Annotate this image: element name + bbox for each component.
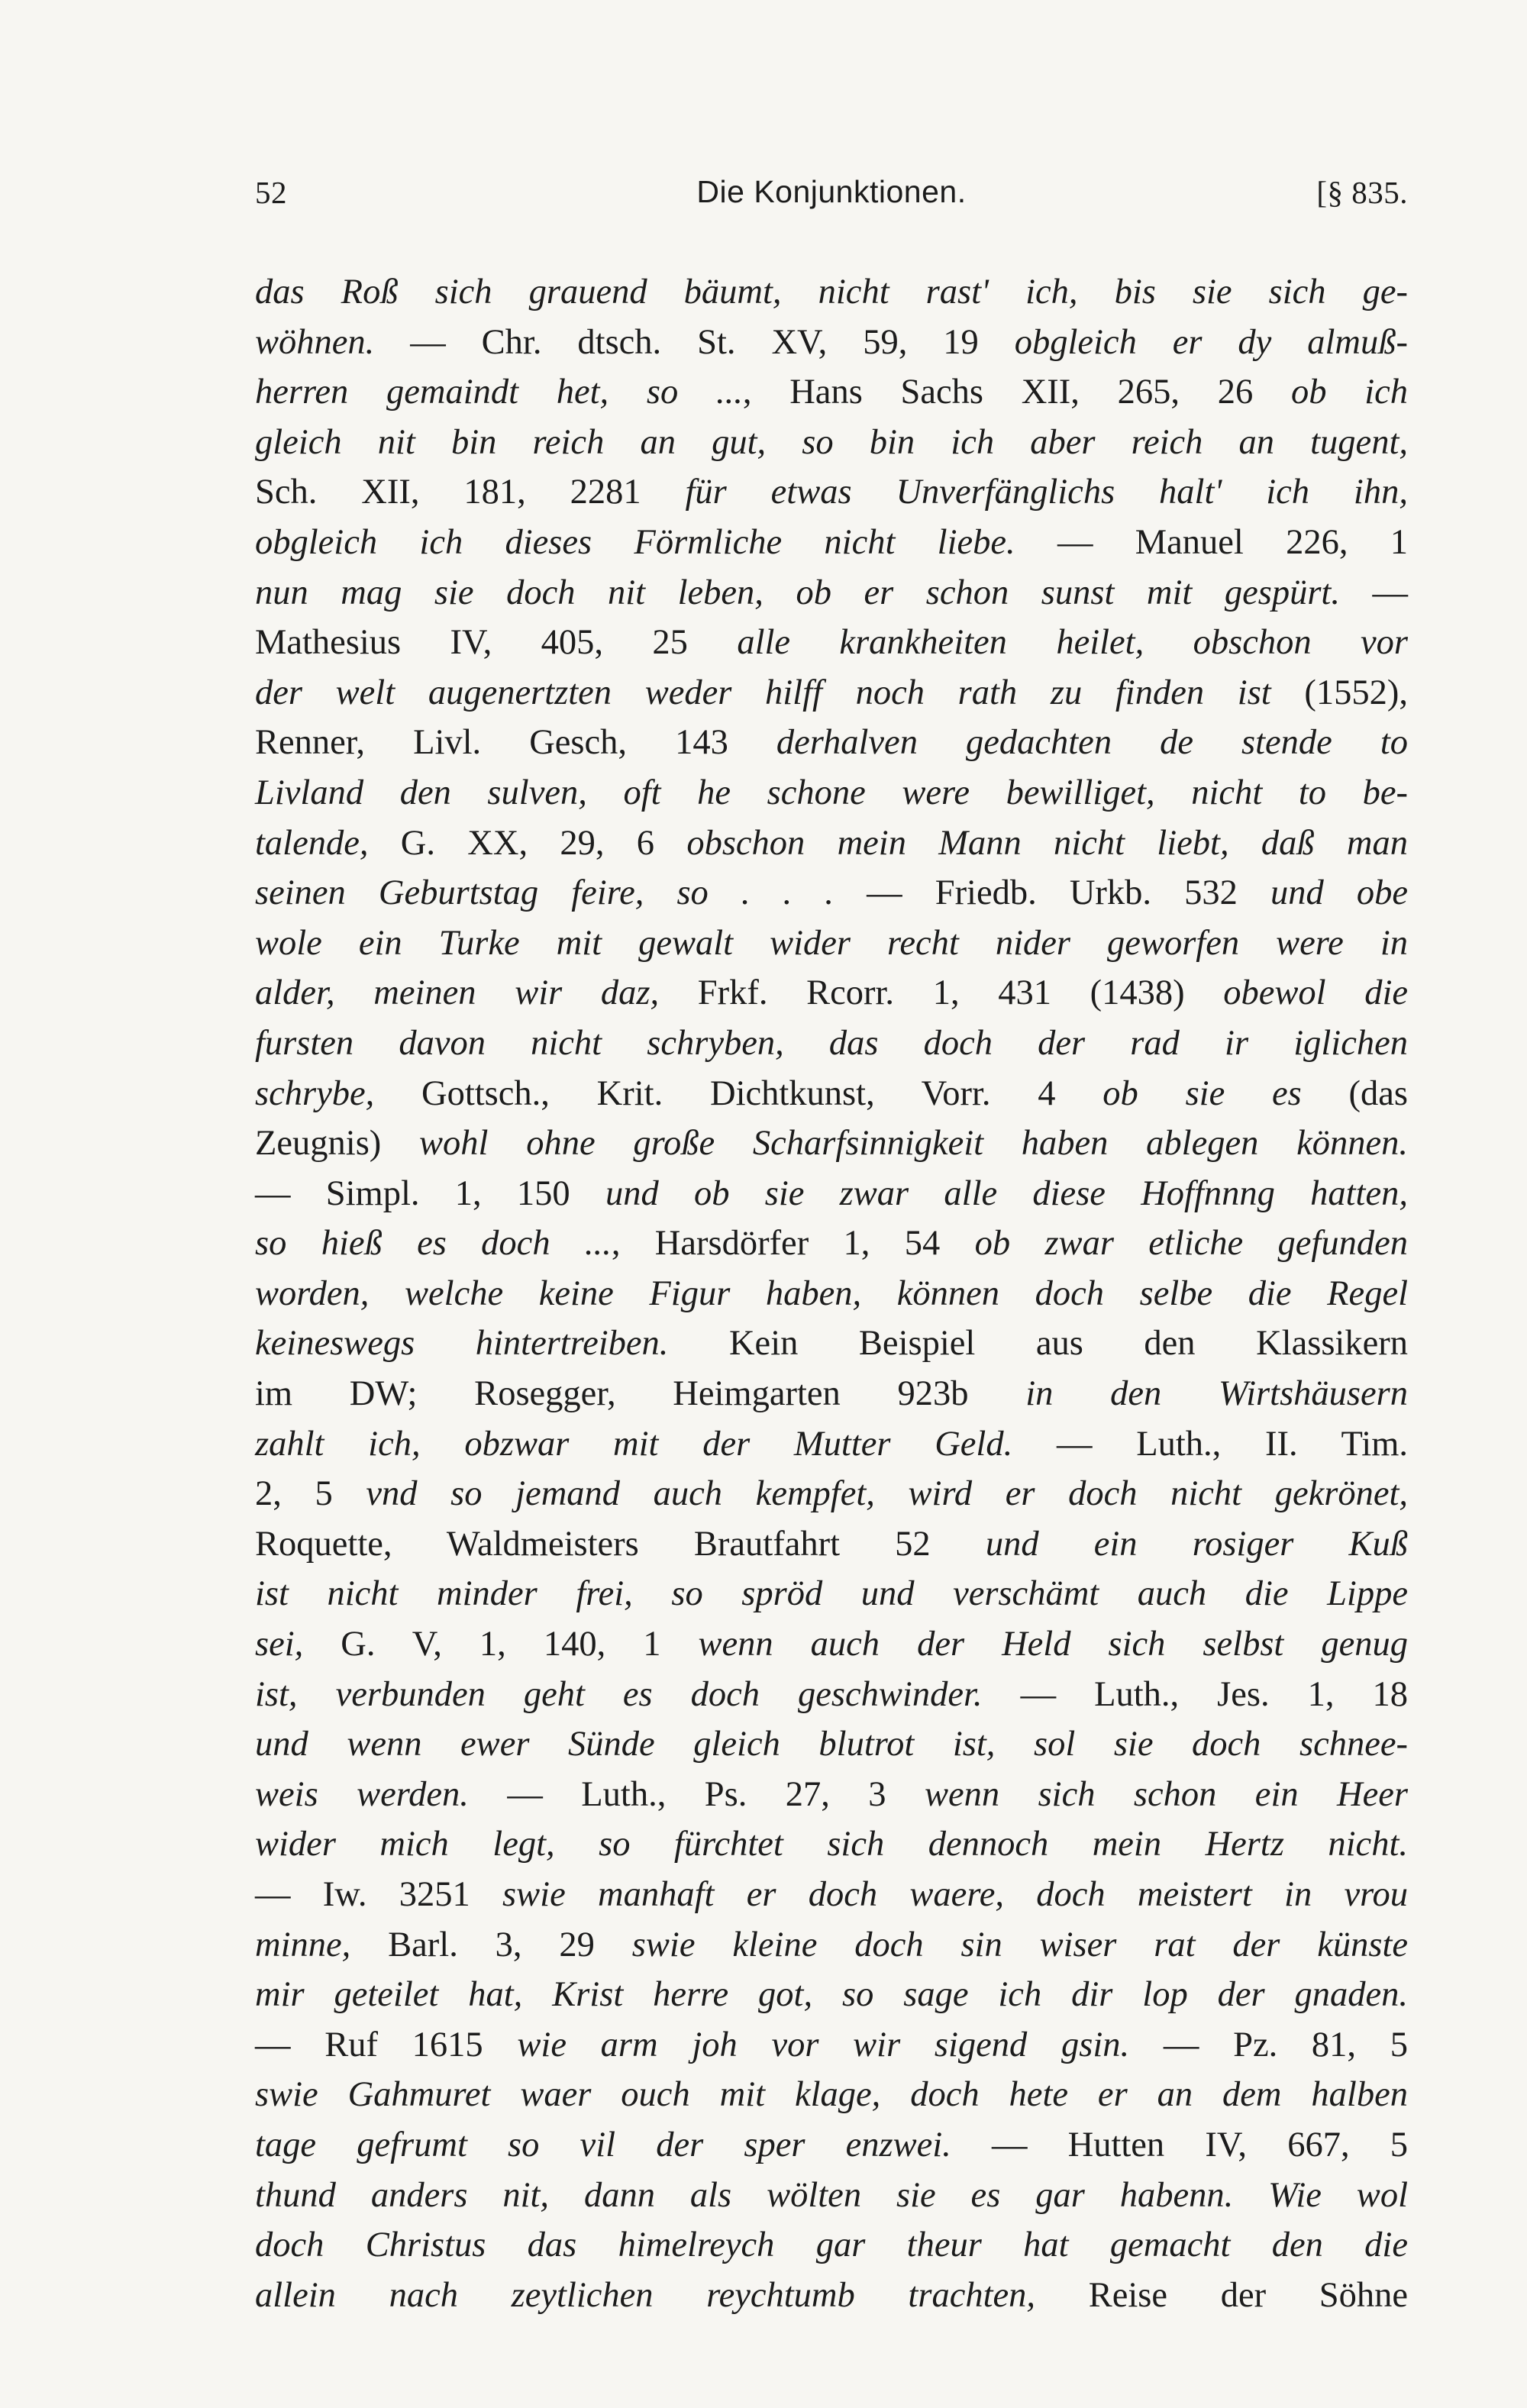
text-line — [255, 267, 1408, 318]
citation-text: Renner, Livl. Gesch, 143 — [255, 723, 776, 763]
text-line — [255, 2120, 1408, 2171]
text-line — [255, 1018, 1408, 1069]
text-line — [255, 1169, 1408, 1219]
italic-quotation: und ein rosiger Kuß — [985, 1524, 1408, 1564]
page-number: 52 — [255, 175, 287, 210]
text-line — [255, 1569, 1408, 1619]
citation-text: — Chr. dtsch. St. XV, 59, 19 — [374, 322, 1015, 362]
citation-text: — Luth., Jes. 1, 18 — [982, 1674, 1408, 1714]
text-line — [255, 2171, 1408, 2221]
citation-text: im DW; Rosegger, Heimgarten 923b — [255, 1374, 1026, 1414]
text-line — [255, 467, 1408, 518]
italic-quotation: allein nach zeytlichen reychtumb trachten, — [255, 2275, 1036, 2315]
italic-quotation: thund anders nit, dann als wölten sie es gar habenn. Wie wol — [255, 2175, 1408, 2215]
text-line — [255, 1369, 1408, 1419]
citation-text: — Pz. 81, 5 — [1129, 2025, 1409, 2064]
italic-quotation: wie arm joh vor wir sigend gsin. — [517, 2025, 1130, 2064]
italic-quotation: schrybe, — [255, 1073, 375, 1113]
citation-text: — Simpl. 1, 150 — [255, 1173, 605, 1213]
italic-quotation: tage gefrumt so vil der sper enzwei. — [255, 2125, 951, 2164]
italic-quotation: wole ein Turke mit gewalt wider recht nider geworfen were in — [255, 923, 1408, 963]
citation-text: Zeugnis) — [255, 1124, 420, 1164]
text-line — [255, 918, 1408, 969]
italic-quotation: mir geteilet hat, Krist herre got, so sage ich dir lop der gnaden. — [255, 1975, 1408, 2015]
text-line — [255, 1719, 1408, 1770]
text-line — [255, 1870, 1408, 1920]
citation-text: Mathesius IV, 405, 25 — [255, 623, 738, 663]
italic-quotation: ist nicht minder frei, so spröd und verschämt auch die Lippe — [255, 1574, 1408, 1614]
text-line — [255, 668, 1408, 718]
italic-quotation: minne, — [255, 1925, 351, 1964]
citation-text: — Ruf 1615 — [255, 2025, 518, 2064]
text-line — [255, 968, 1408, 1018]
italic-quotation: keineswegs hintertreiben. — [255, 1324, 669, 1364]
citation-text: — Luth., Ps. 27, 3 — [468, 1774, 925, 1814]
text-line — [255, 818, 1408, 869]
italic-quotation: obschon mein Mann nicht liebt, daß man — [686, 823, 1408, 863]
italic-quotation: der welt augenertzten weder hilff noch rath zu finden ist — [255, 673, 1271, 712]
italic-quotation: obgleich ich dieses Förmliche nicht liebe. — [255, 522, 1015, 562]
italic-quotation: sei, — [255, 1625, 304, 1664]
italic-quotation: für etwas Unverfänglichs halt' ich ihn, — [685, 473, 1408, 512]
italic-quotation: alle krankheiten heilet, obschon vor — [737, 623, 1408, 663]
text-line — [255, 2070, 1408, 2120]
italic-quotation: ob sie es — [1102, 1073, 1302, 1113]
text-line — [255, 1819, 1408, 1870]
italic-quotation: derhalven gedachten de stende to — [776, 723, 1408, 763]
citation-text: — Manuel 226, 1 — [1015, 522, 1408, 562]
body-text — [255, 267, 1408, 2320]
italic-quotation: in den Wirtshäusern — [1025, 1374, 1408, 1414]
text-line — [255, 1069, 1408, 1119]
text-line — [255, 618, 1408, 668]
text-line — [255, 1269, 1408, 1319]
chapter-title: Die Konjunktionen. — [696, 174, 967, 209]
citation-text: — — [1339, 573, 1408, 612]
citation-text: Kein Beispiel aus den Klassikern — [668, 1324, 1408, 1364]
italic-quotation: wöhnen. — [255, 322, 375, 362]
citation-text: Barl. 3, 29 — [350, 1925, 632, 1964]
text-line — [255, 1419, 1408, 1470]
text-line — [255, 318, 1408, 368]
text-line — [255, 1920, 1408, 1971]
citation-text: G. V, 1, 140, 1 — [303, 1625, 699, 1664]
text-line — [255, 568, 1408, 618]
citation-text: — Iw. 3251 — [255, 1875, 503, 1914]
text-line — [255, 1469, 1408, 1519]
italic-quotation: so hieß es doch ... — [255, 1224, 612, 1264]
citation-text: — Hutten IV, 667, 5 — [951, 2125, 1408, 2164]
italic-quotation: fursten davon nicht schryben, das doch der rad ir iglichen — [255, 1023, 1408, 1063]
italic-quotation: obewol die — [1223, 973, 1409, 1013]
citation-text: Roquette, Waldmeisters Brautfahrt 52 — [255, 1524, 986, 1564]
text-line — [255, 367, 1408, 418]
text-line — [255, 1670, 1408, 1720]
italic-quotation: vnd so jemand auch kempfet, wird er doch nicht gekrönet, — [366, 1474, 1409, 1514]
citation-text: G. XX, 29, 6 — [368, 823, 687, 863]
italic-quotation: gleich nit bin reich an gut, so bin ich aber reich an tugent, — [255, 422, 1408, 462]
italic-quotation: wohl ohne große Scharfsinnigkeit haben ablegen können. — [419, 1124, 1409, 1164]
italic-quotation: ist, verbunden geht es doch geschwinder. — [255, 1674, 983, 1714]
italic-quotation: das Roß sich grauend bäumt, nicht rast' ich, bis sie sich ge- — [255, 273, 1408, 311]
text-line — [255, 1970, 1408, 2020]
citation-text: Sch. XII, 181, 2281 — [255, 473, 686, 512]
citation-text: — Luth., II. Tim. — [1012, 1424, 1408, 1464]
text-line — [255, 2220, 1408, 2271]
text-line — [255, 868, 1408, 918]
running-head — [255, 174, 1408, 220]
text-line — [255, 2271, 1408, 2321]
citation-text: , Harsdörfer 1, 54 — [611, 1224, 975, 1264]
italic-quotation: wider mich legt, so fürchtet sich dennoch mein Hertz nicht. — [255, 1825, 1408, 1864]
italic-quotation: wenn sich schon ein Heer — [924, 1774, 1408, 1814]
citation-text: (1552), — [1270, 673, 1408, 712]
italic-quotation: swie kleine doch sin wiser rat der künste — [631, 1925, 1408, 1964]
text-line — [255, 768, 1408, 818]
text-line — [255, 518, 1408, 568]
text-line — [255, 1519, 1408, 1570]
italic-quotation: und ob sie zwar alle diese Hoffnnng hatten, — [605, 1173, 1408, 1213]
italic-quotation: swie Gahmuret waer ouch mit klage, doch hete er an dem halben — [255, 2075, 1408, 2115]
text-line — [255, 718, 1408, 768]
text-line — [255, 1118, 1408, 1169]
italic-quotation: herren gemaindt het, so ... — [255, 373, 743, 412]
italic-quotation: ob zwar etliche gefunden — [974, 1224, 1408, 1264]
italic-quotation: und obe — [1270, 873, 1408, 913]
italic-quotation: wenn auch der Held sich selbst genug — [698, 1625, 1408, 1664]
italic-quotation: obgleich er dy almuß- — [1014, 322, 1408, 362]
italic-quotation: ob ich — [1290, 373, 1409, 412]
italic-quotation: swie manhaft er doch waere, doch meistert in vrou — [502, 1875, 1408, 1914]
citation-text: 2, 5 — [255, 1474, 366, 1514]
italic-quotation: Livland den sulven, oft he schone were bewilliget, nicht to be- — [255, 773, 1408, 812]
italic-quotation: nun mag sie doch nit leben, ob er schon sunst mit gespürt. — [255, 573, 1340, 612]
text-line — [255, 1770, 1408, 1820]
italic-quotation: talende, — [255, 823, 369, 863]
italic-quotation: und wenn ewer Sünde gleich blutrot ist, sol sie doch schnee- — [255, 1725, 1408, 1764]
text-line — [255, 2020, 1408, 2071]
text-line — [255, 1619, 1408, 1670]
section-reference: [§ 835. — [1316, 175, 1408, 210]
citation-text: Gottsch., Krit. Dichtkunst, Vorr. 4 — [374, 1073, 1103, 1113]
text-line — [255, 1219, 1408, 1269]
italic-quotation: doch Christus das himelreych gar theur hat gemacht den die — [255, 2226, 1408, 2265]
text-line — [255, 418, 1408, 468]
citation-text: Reise der Söhne — [1035, 2275, 1408, 2315]
italic-quotation: worden, welche keine Figur haben, können doch selbe die Regel — [255, 1273, 1408, 1313]
citation-text: (das — [1301, 1073, 1408, 1113]
italic-quotation: zahlt ich, obzwar mit der Mutter Geld. — [255, 1424, 1013, 1464]
italic-quotation: weis werden. — [255, 1774, 469, 1814]
citation-text: , Hans Sachs XII, 265, 26 — [742, 373, 1291, 412]
citation-text: Frkf. Rcorr. 1, 431 (1438) — [659, 973, 1224, 1013]
italic-quotation: alder, meinen wir daz, — [255, 973, 660, 1013]
text-line — [255, 1319, 1408, 1369]
italic-quotation: seinen Geburtstag feire, so . . . — [255, 873, 834, 913]
citation-text: — Friedb. Urkb. 532 — [834, 873, 1270, 913]
